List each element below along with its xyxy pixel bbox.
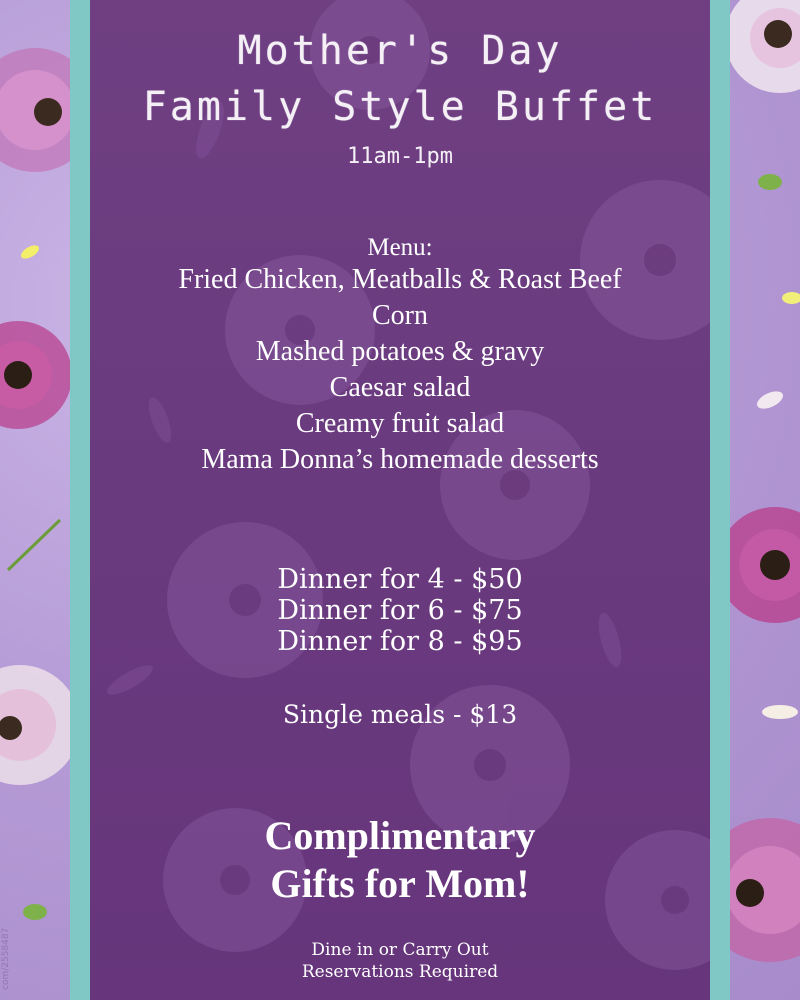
menu-item: Mashed potatoes & gravy	[255, 336, 545, 367]
dinner-pricing	[90, 564, 710, 657]
stock-watermark: com/2558487	[1, 927, 11, 990]
menu-item: Caesar salad	[329, 372, 471, 403]
right-teal-stripe	[710, 0, 730, 1000]
promo-line1: Complimentary	[264, 813, 536, 858]
daisy-flower-icon	[730, 818, 800, 962]
left-flowers-graphic	[0, 0, 70, 1000]
reservation-note: Reservations Required	[301, 962, 499, 982]
page-title-line1: Mother's Day	[237, 28, 563, 74]
daisy-flower-icon	[0, 48, 70, 172]
price-line: Dinner for 4 - $50	[277, 564, 523, 595]
right-floral-border	[730, 0, 800, 1000]
daisy-flower-icon	[730, 0, 800, 93]
daisy-flower-icon	[0, 321, 70, 429]
service-options: Dine in or Carry Out	[311, 940, 489, 960]
menu-section	[90, 234, 710, 478]
page-title-line2: Family Style Buffet	[142, 84, 658, 130]
left-floral-border	[0, 0, 70, 1000]
single-meal-price: Single meals - $13	[282, 700, 518, 729]
price-line: Dinner for 8 - $95	[277, 626, 523, 657]
left-teal-stripe	[70, 0, 90, 1000]
promo-line2: Gifts for Mom!	[270, 861, 530, 906]
menu-item: Creamy fruit salad	[295, 408, 505, 439]
price-line: Dinner for 6 - $75	[277, 595, 523, 626]
menu-item: Fried Chicken, Meatballs & Roast Beef	[178, 264, 622, 295]
menu-heading: Menu:	[367, 234, 433, 261]
right-flowers-graphic	[730, 0, 800, 1000]
menu-item: Corn	[372, 300, 428, 331]
event-hours: 11am-1pm	[347, 144, 453, 169]
menu-item: Mama Donna’s homemade desserts	[201, 444, 599, 475]
daisy-flower-icon	[730, 507, 800, 623]
flyer-content	[90, 0, 710, 1000]
daisy-flower-icon	[0, 665, 70, 785]
